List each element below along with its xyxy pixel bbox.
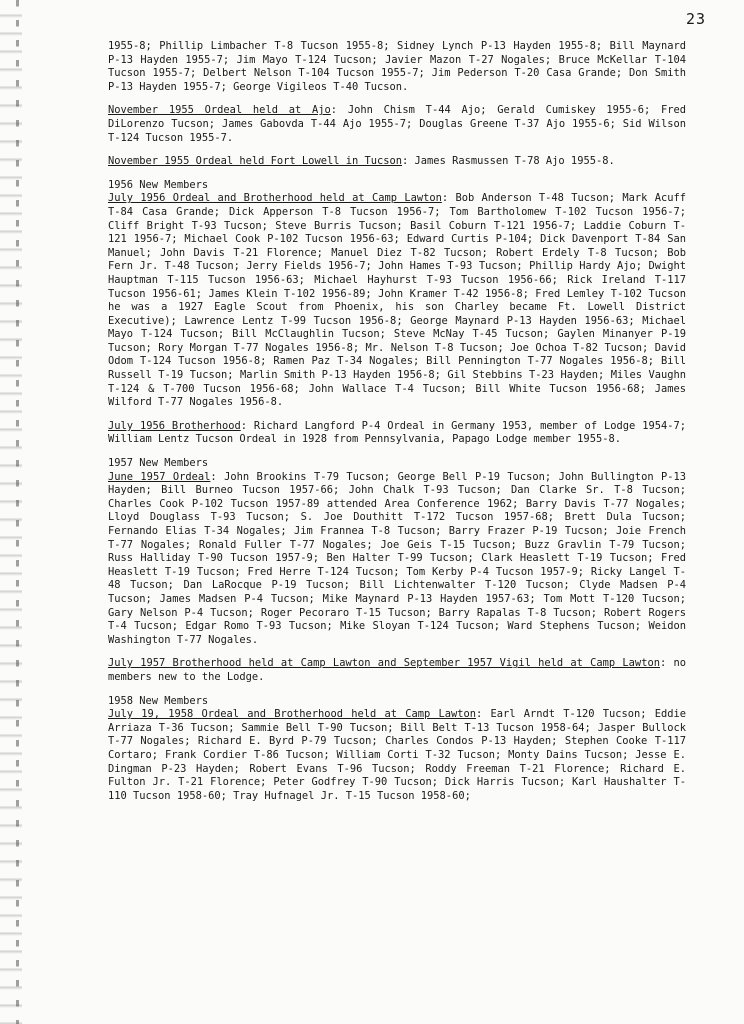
page-number: 23 (685, 10, 706, 28)
event-heading: November 1955 Ordeal held Fort Lowell in Tucson (108, 155, 403, 168)
paragraph-text: : James Rasmussen T-78 Ajo 1955-8. (402, 155, 615, 168)
text-block-5 (108, 420, 686, 447)
text-block-6 (108, 457, 686, 647)
section-label: 1957 New Members (108, 457, 209, 470)
event-heading: June 1957 Ordeal (108, 470, 211, 483)
event-heading: November 1955 Ordeal held at Ajo (108, 104, 331, 117)
binding-edge (0, 0, 22, 1024)
paragraph (108, 708, 686, 803)
paragraph (108, 104, 686, 145)
paragraph-text: : Richard Langford P-4 Ordeal in Germany 1953, member of Lodge 1954-7; William Lentz Tucson Ordeal in 1928 from Pennsylvania, Papago Lodge member 1955-8. (108, 419, 686, 446)
text-block-3 (108, 155, 686, 169)
paragraph-text: 1955-8; Phillip Limbacher T-8 Tucson 1955-8; Sidney Lynch P-13 Hayden 1955-8; Bill Maynard P-13 Hayden 1955-7; Jim Mayo T-124 Tucson; Javier Mazon T-27 Nogales; Bruce McKellar T-104 Tucson 1955-7; Delbert Nelson T-104 Tucson 1955-7; Jim Pederson T-20 Casa Grande; Don Smith P-13 Hayden 1955-7; George Vigileos T-40 Tucson. (108, 40, 686, 93)
section-label: 1956 New Members (108, 178, 209, 191)
paragraph-text: : John Brookins T-79 Tucson; George Bell P-19 Tucson; John Bullington P-13 Hayden; Bill Burneo Tucson 1957-66; John Chalk T-93 Tucson; Dan Clarke Sr. T-8 Tucson; Charles Cook P-102 Tucson 1957-89 attended Area Conference 1962; Barry Davis T-77 Nogales; Lloyd Douglass T-93 Tucson; S. Joe Douthitt T-172 Tucson 1957-68; Brett Dula Tucson; Fernando Elias T-34 Nogales; Jim Frannea T-8 Tucson; Barry Frazer P-19 Tucson; Joie French T-77 Nogales; Ronald Fuller T-77 Nogales; Joe Geis T-15 Tucson; Buzz Gravlin T-79 Tucson; Russ Halliday T-90 Tucson 1957-9; Ben Halter T-99 Tucson; Clark Heaslett T-19 Tucson; Fred Heaslett T-19 Tucson; Fred Herre T-124 Tucson; Tom Kerby P-4 Tucson 1957-9; Ricky Langel T-48 Tucson; Dan LaRocque P-19 Tucson; Bill Lichtenwalter T-120 Tucson; Clyde Madsen P-4 Tucson; James Madsen P-4 Tucson; Mike Maynard P-13 Hayden 1957-63; Tom Mott T-120 Tucson; Gary Nelson P-4 Tucson; Roger Pecoraro T-15 Tucson; Barry Rapalas T-8 Tucson; Robert Rogers T-4 Tucson; Edgar Romo T-93 Tucson; Mike Sloyan T-124 Tucson; Ward Stephens Tucson; Weidon Washington T-77 Nogales. (108, 470, 687, 646)
paragraph-text: : Earl Arndt T-120 Tucson; Eddie Arriaza T-36 Tucson; Sammie Bell T-90 Tucson; Bill Belt T-13 Tucson 1958-64; Jasper Bullock T-77 Nogales; Richard E. Byrd P-79 Tucson; Charles Condos P-13 Hayden; Stephen Cooke T-117 Cortaro; Frank Cordier T-86 Tucson; William Corti T-32 Tucson; Monty Dains Tucson; Jesse E. Dingman P-23 Hayden; Robert Evans T-96 Tucson; Roddy Freeman T-21 Florence; Richard E. Fulton Jr. T-21 Florence; Peter Godfrey T-90 Tucson; Dick Harris Tucson; Karl Haushalter T-110 Tucson 1958-60; Tray Hufnagel Jr. T-15 Tucson 1958-60; (108, 708, 686, 802)
paragraph (108, 657, 686, 684)
event-heading: July 1957 Brotherhood held at Camp Lawton and September 1957 Vigil held at Camp Lawton (108, 657, 660, 670)
event-heading: July 1956 Ordeal and Brotherhood held at Camp Lawton (108, 192, 442, 205)
paragraph (108, 155, 686, 169)
text-block-1 (108, 40, 686, 94)
paragraph-text: : no members new to the Lodge. (108, 657, 686, 683)
event-heading: July 19, 1958 Ordeal and Brotherhood held at Camp Lawton (108, 708, 476, 721)
event-heading: July 1956 Brotherhood (108, 419, 241, 432)
paragraph (108, 471, 686, 648)
paragraph (108, 192, 686, 410)
document-body (108, 40, 686, 813)
paragraph-text: : John Chism T-44 Ajo; Gerald Cumiskey 1955-6; Fred DiLorenzo Tucson; James Gabovda T-44 Ajo 1955-7; Douglas Greene T-37 Ajo 1955-6; Sid Wilson T-124 Tucson 1955-7. (108, 104, 687, 144)
paragraph (108, 420, 686, 447)
paragraph-text: : Bob Anderson T-48 Tucson; Mark Acuff T-84 Casa Grande; Dick Apperson T-8 Tucson 1956-7; Tom Bartholomew T-102 Tucson 1956-7; Cliff Bright T-93 Tucson; Steve Burris Tucson; Basil Coburn T-121 1956-7; Laddie Coburn T-121 1956-7; Michael Cook P-102 Tucson 1956-63; Edward Curtis P-104; Dick Davenport T-84 San Manuel; John Davis T-21 Florence; Manuel Diez T-82 Tucson; Robert Erdely T-8 Tucson; Bob Fern Jr. T-48 Tucson; Jerry Fields 1956-7; John Hames T-93 Tucson; Phillip Hardy Ajo; Dwight Hauptman T-115 Tucson 1956-63; Michael Hayhurst T-93 Tucson 1956-66; Rick Ireland T-117 Tucson 1956-61; James Klein T-102 1956-89; John Kramer T-42 1956-8; Fred Lemley T-102 Tucson he was a 1927 Eagle Scout from Phoenix, his son Charley became Ft. Lowell District Executive); Lawrence Lentz T-99 Tucson 1956-8; George Maynard P-13 Hayden 1956-63; Michael Mayo T-124 Tucson; Bill McClaughlin Tucson; Steve McNay T-45 Tucson; Gaylen Minanyer P-19 Tucson; Rory Morgan T-77 Nogales 1956-8; Mr. Nelson T-8 Tucson; Joe Ochoa T-82 Tucson; David Odom T-124 Tucson 1956-8; Ramen Paz T-34 Nogales; Bill Pennington T-77 Nogales 1956-8; Bill Russell T-19 Tucson; Marlin Smith P-13 Hayden 1956-8; Gil Stebbins T-23 Hayden; Miles Vaughn T-124 & T-700 Tucson 1956-68; John Wallace T-4 Tucson; Bill White Tucson 1956-68; James Wilford T-77 Nogales 1956-8. (108, 192, 686, 409)
text-block-8 (108, 695, 686, 804)
text-block-7 (108, 657, 686, 684)
text-block-4 (108, 179, 686, 410)
paragraph (108, 40, 686, 94)
section-label: 1958 New Members (108, 694, 209, 707)
text-block-2 (108, 104, 686, 145)
